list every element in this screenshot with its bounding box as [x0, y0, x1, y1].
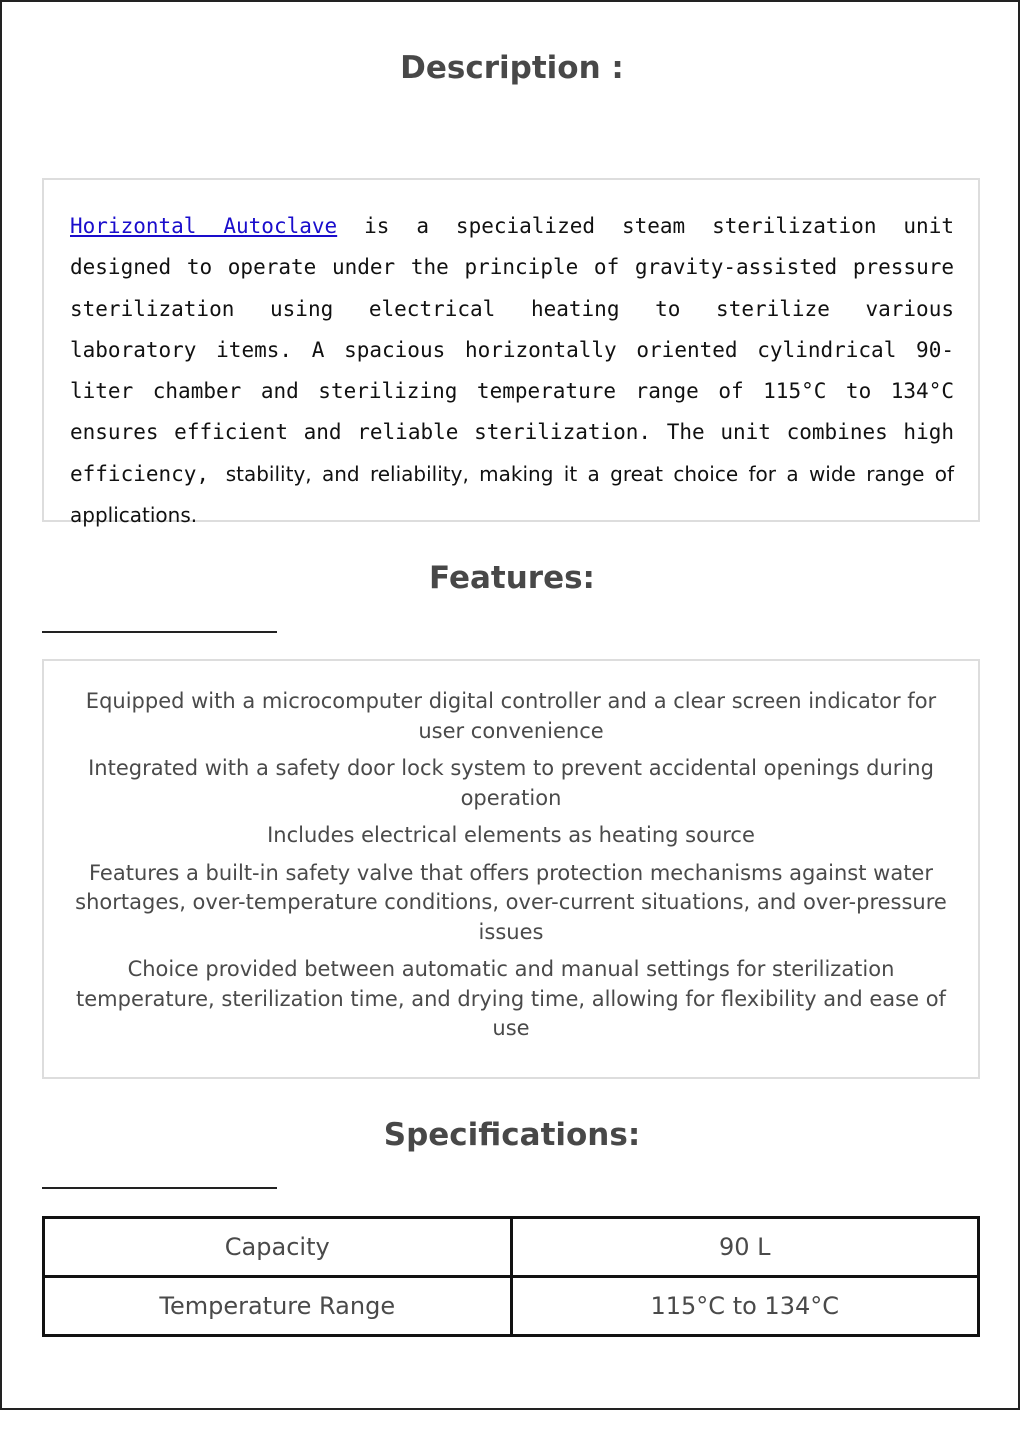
spec-label-temperature-range: Temperature Range — [44, 1277, 512, 1336]
feature-item: Features a built-in safety valve that offers protection mechanisms against water shortages, over-temperature conditions, over-current situations, and over-pressure issues — [75, 860, 947, 944]
description-box — [42, 178, 980, 528]
description-paragraph — [70, 206, 954, 536]
table-row — [44, 1277, 979, 1336]
spec-value-capacity: 90 L — [511, 1218, 979, 1277]
table-row — [44, 1218, 979, 1277]
feature-item: Equipped with a microcomputer digital controller and a clear screen indicator for user convenience — [85, 689, 937, 743]
feature-item: Includes electrical elements as heating source — [267, 823, 755, 847]
spec-value-temperature-range: 115°C to 134°C — [511, 1277, 979, 1336]
features-box — [42, 659, 980, 1079]
description-heading: Description : — [400, 50, 624, 86]
description-body-text-last: stability, and reliability, making it a great choice for a wide range of applications. — [70, 461, 955, 528]
horizontal-autoclave-link[interactable]: Horizontal Autoclave — [70, 214, 338, 238]
spec-label-capacity: Capacity — [44, 1218, 512, 1277]
features-divider — [42, 631, 277, 633]
specifications-divider — [42, 1187, 277, 1189]
features-list — [44, 661, 978, 1044]
feature-item: Choice provided between automatic and manual settings for sterilization temperature, sterilization time, and drying time, allowing for flexibility and ease of use — [76, 957, 946, 1040]
specifications-table — [42, 1216, 980, 1337]
description-body-text: is a specialized steam sterilization unit designed to operate under the principle of gravity-assisted pressure sterilization using electrical heating to sterilize various laboratory items. A spacious horizontally oriented cylindrical 90-liter chamber and sterilizing temperature range of 115°C to 134°C ensures efficient and reliable sterilization. The unit combines high efficiency, — [70, 214, 954, 486]
specifications-heading: Specifications: — [383, 1117, 641, 1153]
features-heading: Features: — [429, 560, 595, 596]
feature-item: Integrated with a safety door lock system to prevent accidental openings during operation — [88, 756, 934, 810]
